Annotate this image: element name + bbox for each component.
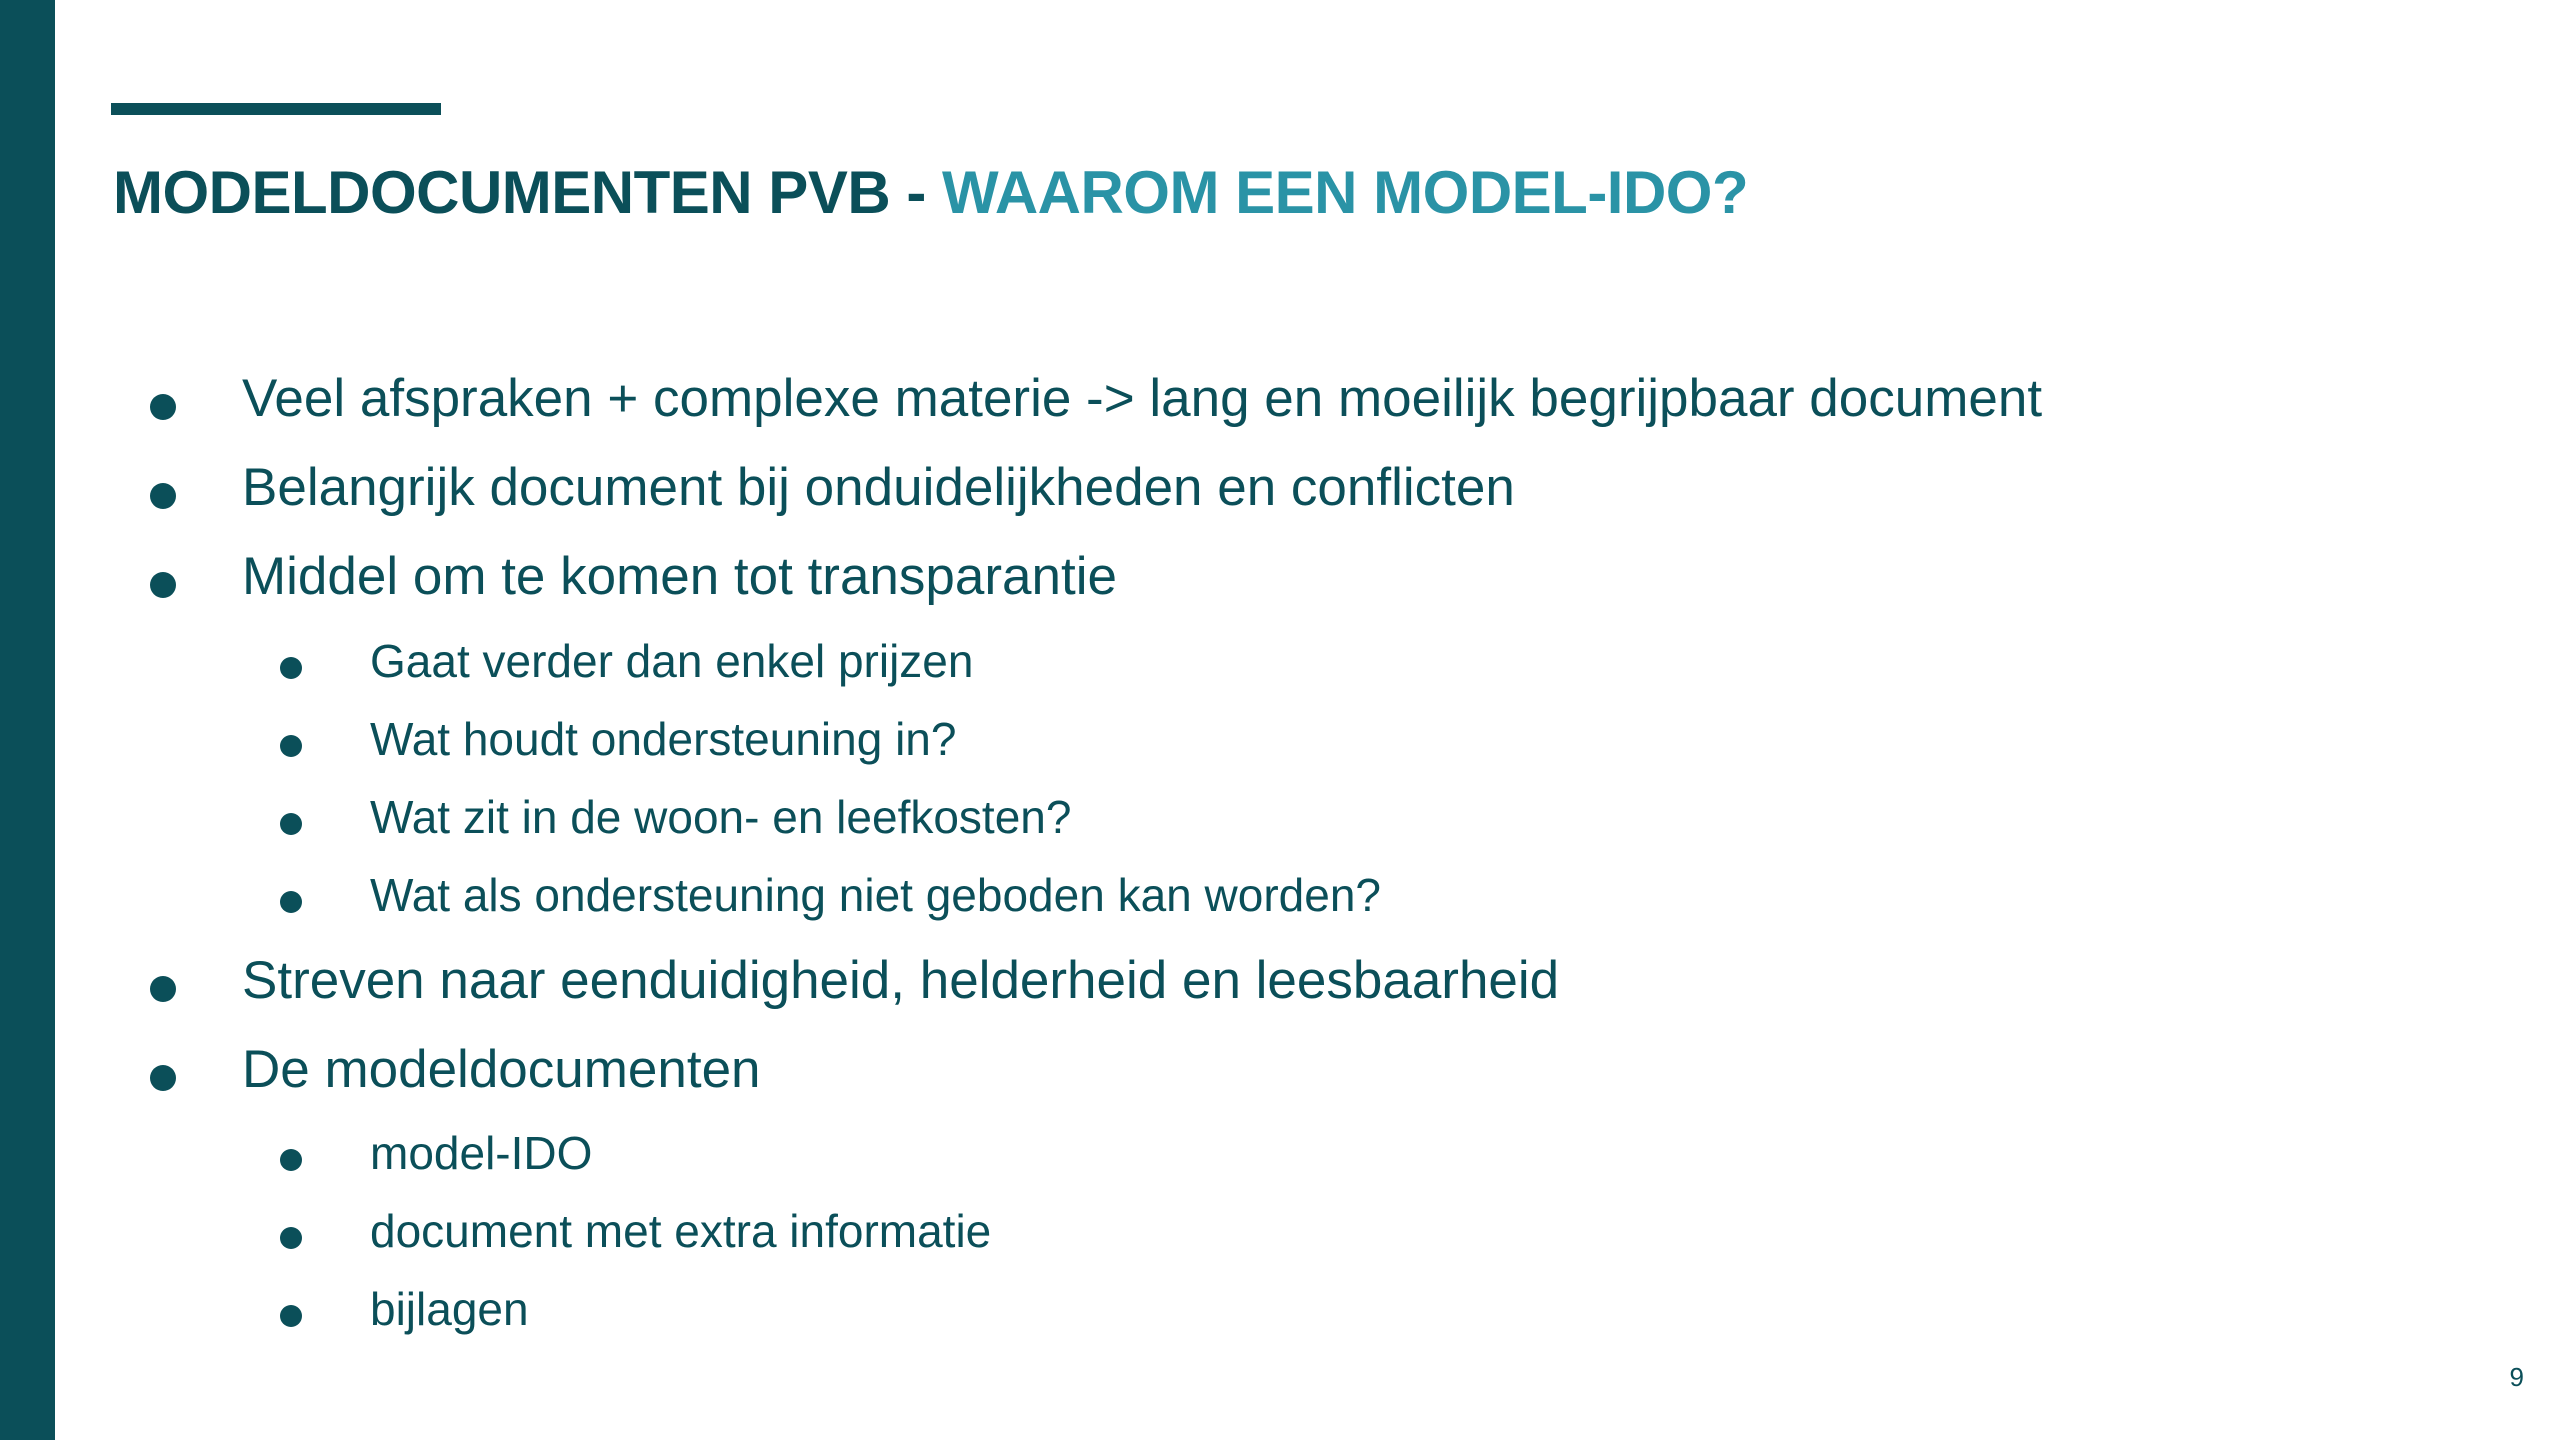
sub-bullet-item [370, 1126, 592, 1180]
sub-bullet-icon [280, 1305, 302, 1327]
sub-bullet-text: bijlagen [370, 1283, 529, 1335]
sub-bullet-icon [280, 1149, 302, 1171]
page-number: 9 [2509, 1362, 2524, 1392]
bullet-item [242, 457, 1515, 518]
sub-bullet-item [370, 868, 1381, 922]
sub-bullet-text: Gaat verder dan enkel prijzen [370, 635, 974, 687]
bullet-text: De modeldocumenten [242, 1040, 761, 1099]
bullet-text: Streven naar eenduidigheid, helderheid en leesbaarheid [242, 951, 1560, 1010]
sub-bullet-text: document met extra informatie [370, 1205, 992, 1257]
bullet-text: Middel om te komen tot transparantie [242, 547, 1117, 606]
bullet-item [242, 546, 1117, 607]
bullet-icon [150, 394, 176, 420]
sub-bullet-item [370, 634, 973, 688]
sub-bullet-item [370, 790, 1071, 844]
bullet-text: Belangrijk document bij onduidelijkheden en conflicten [242, 458, 1515, 517]
title-accent: WAAROM EEN MODEL-IDO? [942, 159, 1749, 226]
sub-bullet-icon [280, 657, 302, 679]
bullet-icon [150, 1065, 176, 1091]
sub-bullet-icon [280, 813, 302, 835]
bullet-icon [150, 572, 176, 598]
sub-bullet-text: Wat als ondersteuning niet geboden kan worden? [370, 869, 1381, 921]
sub-bullet-text: Wat houdt ondersteuning in? [370, 713, 957, 765]
sub-bullet-item [370, 1282, 529, 1336]
sub-bullet-item [370, 712, 956, 766]
bullet-icon [150, 483, 176, 509]
title-main: MODELDOCUMENTEN PVB - [113, 159, 942, 226]
sub-bullet-icon [280, 1227, 302, 1249]
bullet-item [242, 1039, 761, 1100]
sub-bullet-text: model-IDO [370, 1127, 593, 1179]
bullet-text: Veel afspraken + complexe materie -> lang en moeilijk begrijpbaar document [242, 369, 2043, 428]
sub-bullet-icon [280, 891, 302, 913]
bullet-icon [150, 976, 176, 1002]
sub-bullet-icon [280, 735, 302, 757]
bullet-item [242, 368, 2042, 429]
sub-bullet-text: Wat zit in de woon- en leefkosten? [370, 791, 1072, 843]
bullet-item [242, 950, 1559, 1011]
sub-bullet-item [370, 1204, 991, 1258]
